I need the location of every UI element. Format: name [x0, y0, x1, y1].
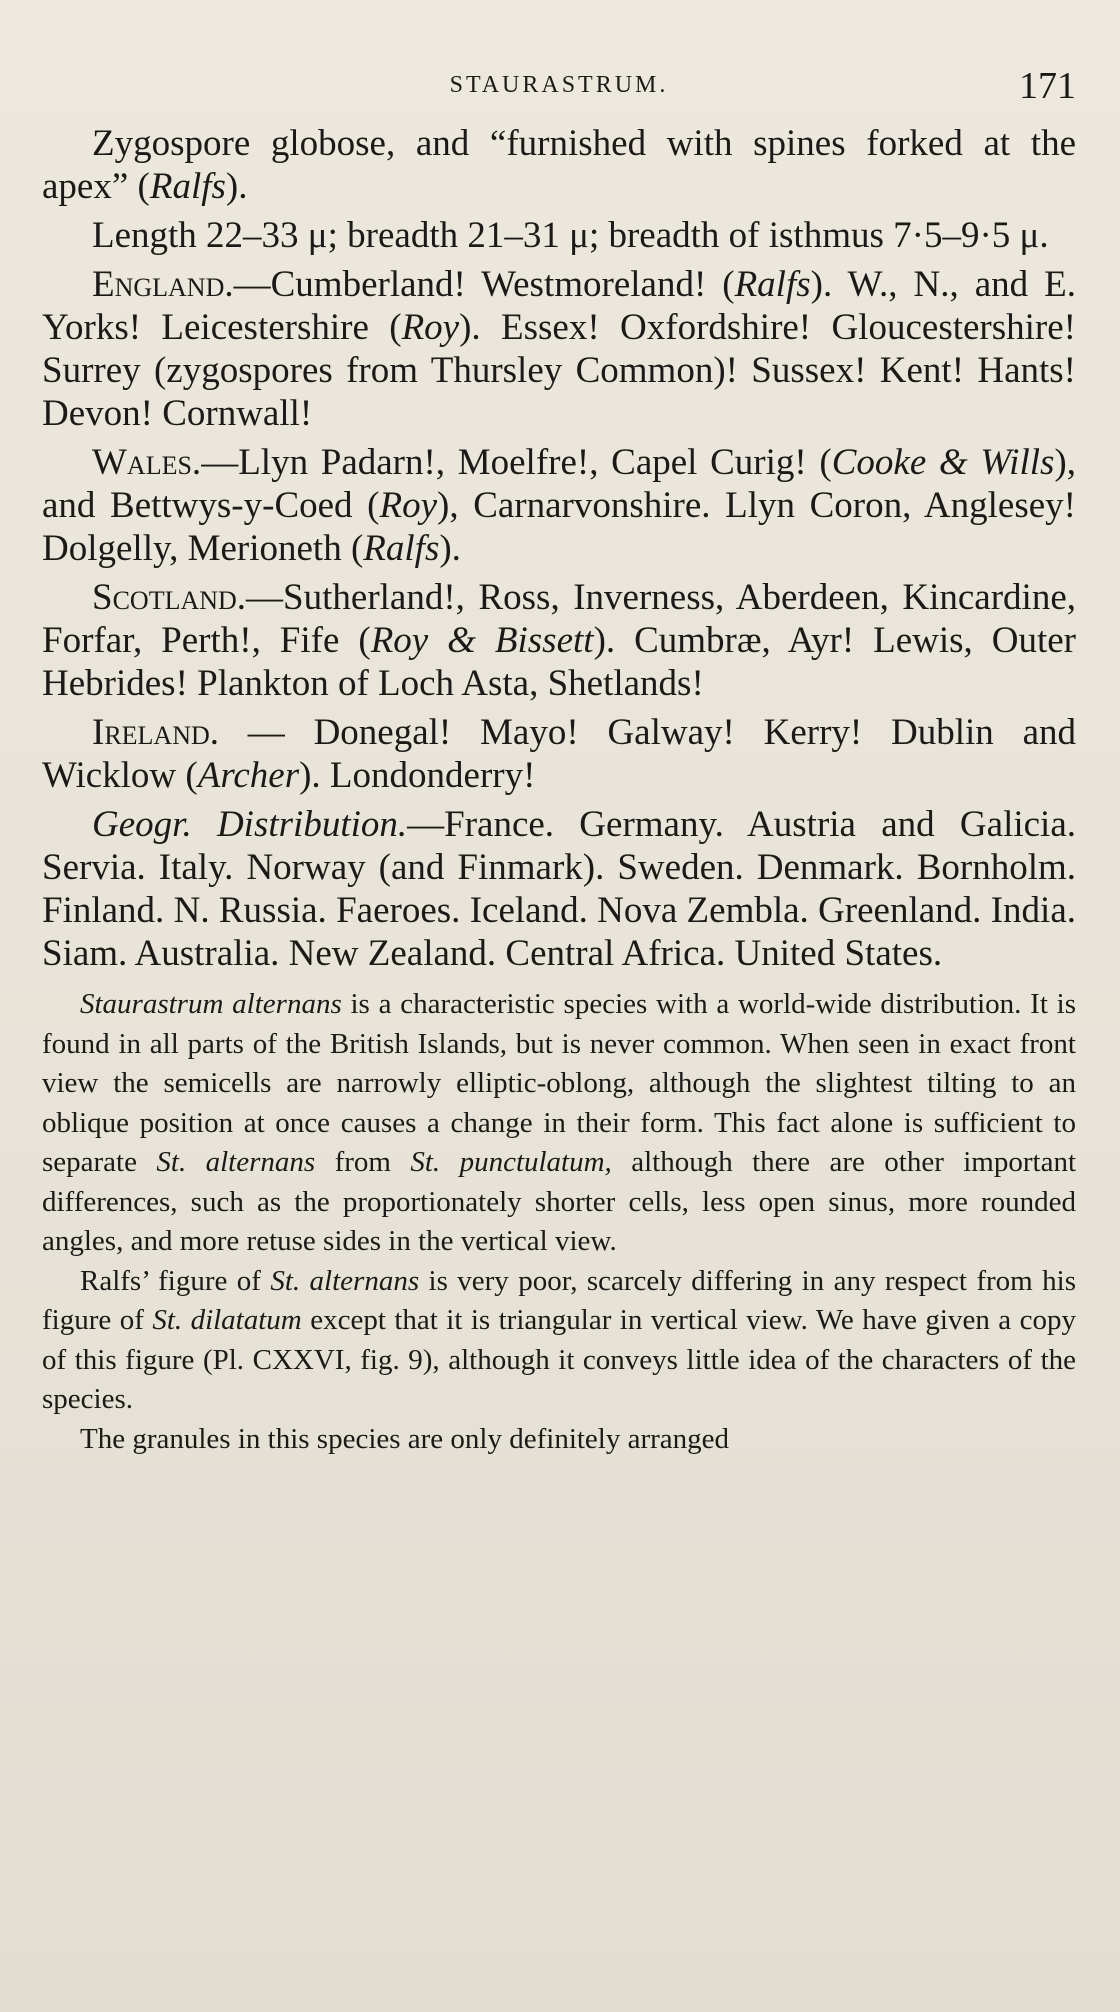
- wales-text-1: —Llyn Padarn!, Moelfre!, Capel Curig! (: [201, 442, 832, 483]
- wales-text-3: ), Carnarvonshire. Llyn Coron, Anglesey! Dolgelly, Merioneth (: [42, 485, 1076, 569]
- page-number: 171: [1019, 65, 1076, 107]
- para2-text-3: except that it is triangular in vertical view. We have given a copy of this figure (Pl. CXXVI, fig. 9), although it conveys little idea of the characters of the species.: [42, 1304, 1076, 1415]
- ireland-label: Ireland.: [92, 712, 220, 753]
- wales-ref-3: Ralfs: [363, 528, 440, 569]
- geography-label: Geogr. Distribution.: [92, 804, 408, 845]
- para2-text-1: Ralfs’ figure of: [80, 1264, 271, 1297]
- para1-text-3: although there are other important differences, such as the proportionately shorter cells, less open sinus, more rounded angles, and more retuse sides in the vertical view.: [42, 1146, 1077, 1257]
- england-ref-1: Ralfs: [734, 264, 811, 305]
- zygospore-end: ).: [225, 166, 248, 207]
- species-name-4: St. alternans: [270, 1264, 420, 1297]
- scotland-label: Scotland.: [92, 577, 247, 618]
- species-name-2: St. alternans: [156, 1146, 316, 1178]
- wales-ref-1: Cooke & Wills: [831, 442, 1055, 483]
- species-name-1: Staurastrum alternans: [80, 988, 342, 1020]
- ireland-ref-1: Archer: [197, 755, 300, 796]
- commentary-paragraph-1: [42, 985, 1076, 1262]
- zygospore-text: Zygospore globose, and “furnished with spines forked at the apex” (: [42, 123, 1076, 207]
- zygospore-paragraph: [42, 122, 1076, 208]
- england-text-1: —Cumberland! Westmoreland! (: [233, 264, 735, 305]
- commentary-paragraph-2: [42, 1262, 1076, 1420]
- scotland-ref-1: Roy & Bissett: [370, 620, 594, 661]
- scotland-paragraph: [42, 576, 1076, 705]
- para1-text-1: is a characteristic species with a world-wide distribution. It is found in all parts of the British Islands, but is never common. When seen in exact front view the semicells are narrowly elliptic-oblong, although the slightest tilting to an oblique position at once causes a change in their form. This fact alone is sufficient to separate: [42, 988, 1076, 1178]
- ireland-text-1: — Donegal! Mayo! Galway! Kerry! Dublin and Wicklow (: [42, 712, 1076, 796]
- species-name-3: St. punctulatum,: [410, 1146, 612, 1178]
- england-paragraph: [42, 263, 1076, 435]
- running-head: STAURASTRUM.: [449, 72, 669, 98]
- commentary-paragraph-3: The granules in this species are only definitely arranged: [80, 1422, 730, 1455]
- geography-paragraph: [42, 803, 1076, 975]
- para2-text-2: is very poor, scarcely differing in any respect from his figure of: [42, 1264, 1076, 1336]
- wales-text-4: ).: [439, 528, 461, 569]
- ireland-text-2: ). Londonderry!: [299, 755, 536, 796]
- page-header: [42, 62, 1076, 122]
- england-text-3: ). Essex! Oxfordshire! Gloucestershire! Surrey (zygospores from Thursley Common)! Sussex! Kent! Hants! Devon! Cornwall!: [42, 307, 1076, 434]
- england-text-2: ). W., N., and E. Yorks! Leicestershire (: [42, 264, 1076, 348]
- ireland-paragraph: [42, 711, 1076, 797]
- scotland-text-2: ). Cumbræ, Ayr! Lewis, Outer Hebrides! Plankton of Loch Asta, Shetlands!: [42, 620, 1076, 704]
- geography-text: —France. Germany. Austria and Galicia. Servia. Italy. Norway (and Finmark). Sweden. Denmark. Bornholm. Finland. N. Russia. Faeroes. Iceland. Nova Zembla. Greenland. India. Siam. Australia. New Zealand. Central Africa. United States.: [42, 804, 1076, 974]
- para1-text-2: from: [315, 1146, 411, 1178]
- england-label: England.: [92, 264, 234, 305]
- wales-label: Wales.: [92, 442, 202, 483]
- species-name-5: St. dilatatum: [152, 1304, 302, 1336]
- scotland-text-1: —Sutherland!, Ross, Inverness, Aberdeen, Kincardine, Forfar, Perth!, Fife (: [42, 577, 1076, 661]
- description-block: [42, 122, 1076, 975]
- wales-paragraph: [42, 441, 1076, 570]
- england-ref-2: Roy: [401, 307, 460, 348]
- zygospore-ref: Ralfs: [149, 166, 226, 207]
- wales-ref-2: Roy: [379, 485, 438, 526]
- wales-text-2: ), and Bettwys-y-Coed (: [42, 442, 1076, 526]
- dimensions-paragraph: Length 22–33 μ; breadth 21–31 μ; breadth of isthmus 7·5–9·5 μ.: [92, 215, 1049, 256]
- commentary-block: [42, 985, 1076, 1459]
